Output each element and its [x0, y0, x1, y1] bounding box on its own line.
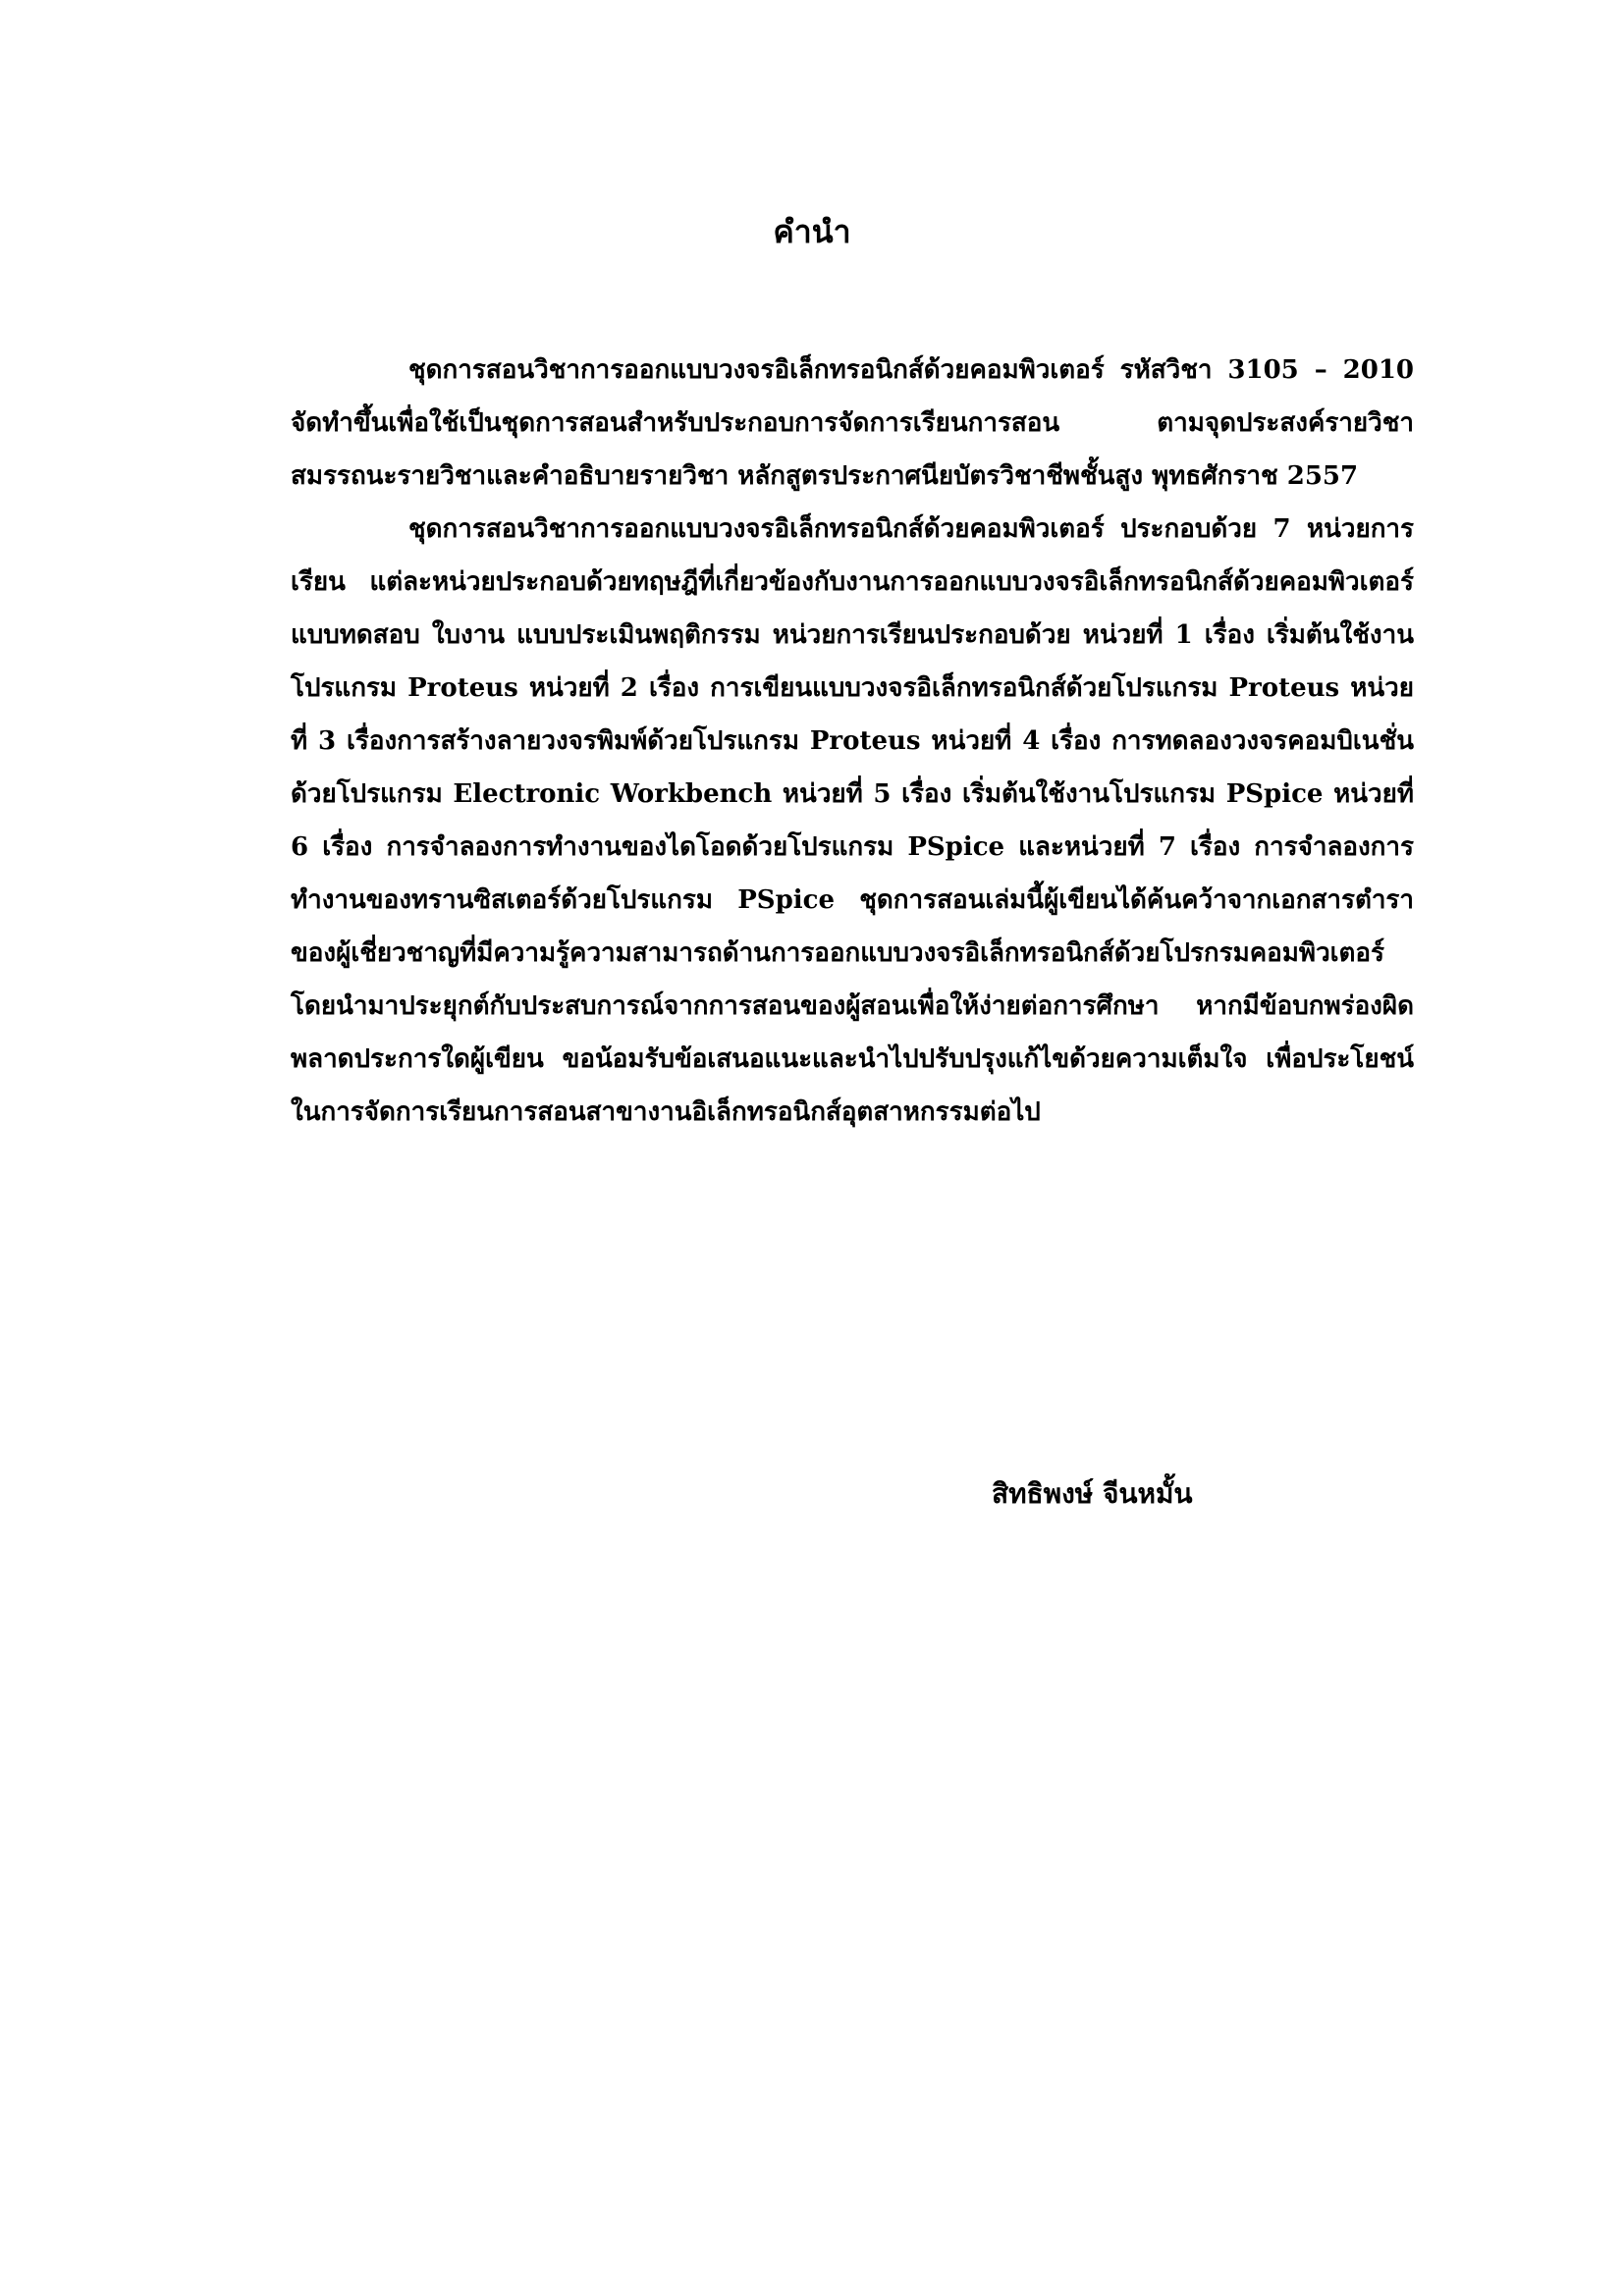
- author-signature: สิทธิพงษ์ จีนหมั้น: [992, 1477, 1193, 1510]
- paragraph-1: ชุดการสอนวิชาการออกแบบวงจรอิเล็กทรอนิกส์ด้วยคอมพิวเตอร์ รหัสวิชา 3105 – 2010 จัดทำขึ้นเพื่อใช้เป็นชุดการสอนสำหรับประกอบการจัดการเรียนการสอน ตามจุดประสงค์รายวิชา สมรรถนะรายวิชาและคำอธิบายรายวิชา หลักสูตรประกาศนียบัตรวิชาชีพชั้นสูง พุทธศักราช 2557: [291, 355, 1414, 491]
- page-title: คำนำ: [773, 213, 851, 250]
- paragraph-2: ชุดการสอนวิชาการออกแบบวงจรอิเล็กทรอนิกส์ด้วยคอมพิวเตอร์ ประกอบด้วย 7 หน่วยการเรียน แต่ละหน่วยประกอบด้วยทฤษฎีที่เกี่ยวข้องกับงานการออกแบบวงจรอิเล็กทรอนิกส์ด้วยคอมพิวเตอร์ แบบทดสอบ ใบงาน แบบประเมินพฤติกรรม หน่วยการเรียนประกอบด้วย หน่วยที่ 1 เรื่อง เริ่มต้นใช้งานโปรแกรม Proteus หน่วยที่ 2 เรื่อง การเขียนแบบวงจรอิเล็กทรอนิกส์ด้วยโปรแกรม Proteus หน่วยที่ 3 เรื่องการสร้างลายวงจรพิมพ์ด้วยโปรแกรม Proteus หน่วยที่ 4 เรื่อง การทดลองวงจรคอมบิเนชั่นด้วยโปรแกรม Electronic Workbench หน่วยที่ 5 เรื่อง เริ่มต้นใช้งานโปรแกรม PSpice หน่วยที่ 6 เรื่อง การจำลองการทำงานของไดโอดด้วยโปรแกรม PSpice และหน่วยที่ 7 เรื่อง การจำลองการทำงานของทรานซิสเตอร์ด้วยโปรแกรม PSpice ชุดการสอนเล่มนี้ผู้เขียนได้ค้นคว้าจากเอกสารตำราของผู้เชี่ยวชาญที่มีความรู้ความสามารถด้านการออกแบบวงจรอิเล็กทรอนิกส์ด้วยโปรกรมคอมพิวเตอร์ โดยนำมาประยุกต์กับประสบการณ์จากการสอนของผู้สอนเพื่อให้ง่ายต่อการศึกษา หากมีข้อบกพร่องผิดพลาดประการใดผู้เขียน ขอน้อมรับข้อเสนอแนะและนำไปปรับปรุงแก้ไขด้วยความเต็มใจ เพื่อประโยชน์ในการจัดการเรียนการสอนสาขางานอิเล็กทรอนิกส์อุตสาหกรรมต่อไป: [291, 514, 1414, 1127]
- document-body: [291, 344, 1414, 1139]
